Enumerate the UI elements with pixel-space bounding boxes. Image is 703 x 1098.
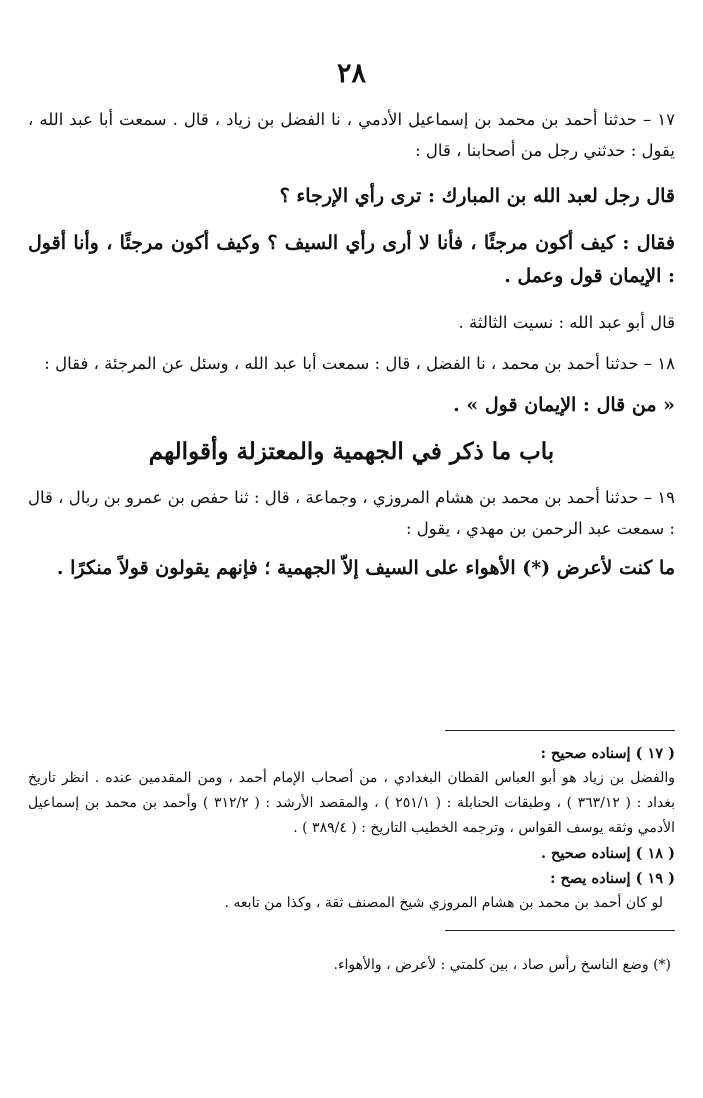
footnote-divider: [445, 730, 675, 731]
hadith-17-isnad: ١٧ – حدثنا أحمد بن محمد بن إسماعيل الأدمي ، نا الفضل بن زياد ، قال . سمعت أبا عبد الله ، يقول : حدثني رجل من أصحابنا ، قال :: [28, 110, 675, 160]
page-number: ٢٨: [336, 58, 366, 89]
footnote-19-label: ( ١٩ ) إسناده يصح :: [550, 870, 675, 887]
chapter-heading: باب ما ذكر في الجهمية والمعتزلة وأقوالهم: [148, 438, 555, 465]
hadith-17-answer: فقال : كيف أكون مرجئًا ، فأنا لا أرى رأي السيف ؟ وكيف أكون مرجئًا ، وأنا أقول : الإيمان قول وعمل .: [28, 232, 675, 287]
asterisk-note: (*) وضع الناسخ رأس صاد ، بين كلمتي : لأعرض ، والأهواء.: [333, 957, 671, 973]
hadith-19-isnad: ١٩ – حدثنا أحمد بن محمد بن هشام المروزي ، وجماعة ، قال : ثنا حفص بن عمرو بن ربال ، قال : سمعت عبد الرحمن بن مهدي ، يقول :: [28, 488, 675, 538]
sidenote-divider: [445, 930, 675, 931]
hadith-18-isnad: ١٨ – حدثنا أحمد بن محمد ، نا الفضل ، قال : سمعت أبا عبد الله ، وسئل عن المرجئة ، فقال :: [44, 354, 675, 373]
footnote-19-text: لو كان أحمد بن محمد بن هشام المروزي شيخ المصنف ثقة ، وكذا من تابعه .: [224, 895, 663, 911]
footnote-18-label: ( ١٨ ) إسناده صحيح .: [540, 845, 675, 862]
footnote-17-text: والفضل بن زياد هو أبو العباس القطان البغدادي ، من أصحاب الإمام أحمد ، ومن المقدمين عنده . انظر تاريخ بغداد : ( ٣٦٣/١٢ ) ، وطبقات الحنابلة : ( ٢٥١/١ ) ، والمقصد الأرشد : ( ٣١٢/٢ ) وأحمد بن محمد بن إسماعيل الأدمي وثقه يوسف القواس ، وترجمه الخطيب التاريخ : ( ٣٨٩/٤ ) .: [28, 770, 676, 836]
footnote-17-label: ( ١٧ ) إسناده صحيح :: [540, 745, 675, 762]
main-text: [28, 104, 675, 585]
book-page: [28, 0, 675, 1098]
hadith-19-quote: ما كنت لأعرض (*) الأهواء على السيف إلاّ الجهمية ؛ فإنهم يقولون قولاً منكرًا .: [56, 557, 675, 579]
footnotes-section: [28, 730, 675, 977]
hadith-17-note: قال أبو عبد الله : نسيت الثالثة .: [458, 313, 675, 332]
hadith-18-quote: « من قال : الإيمان قول » .: [453, 394, 675, 416]
hadith-17-question: قال رجل لعبد الله بن المبارك : ترى رأي الإرجاء ؟: [279, 185, 675, 207]
